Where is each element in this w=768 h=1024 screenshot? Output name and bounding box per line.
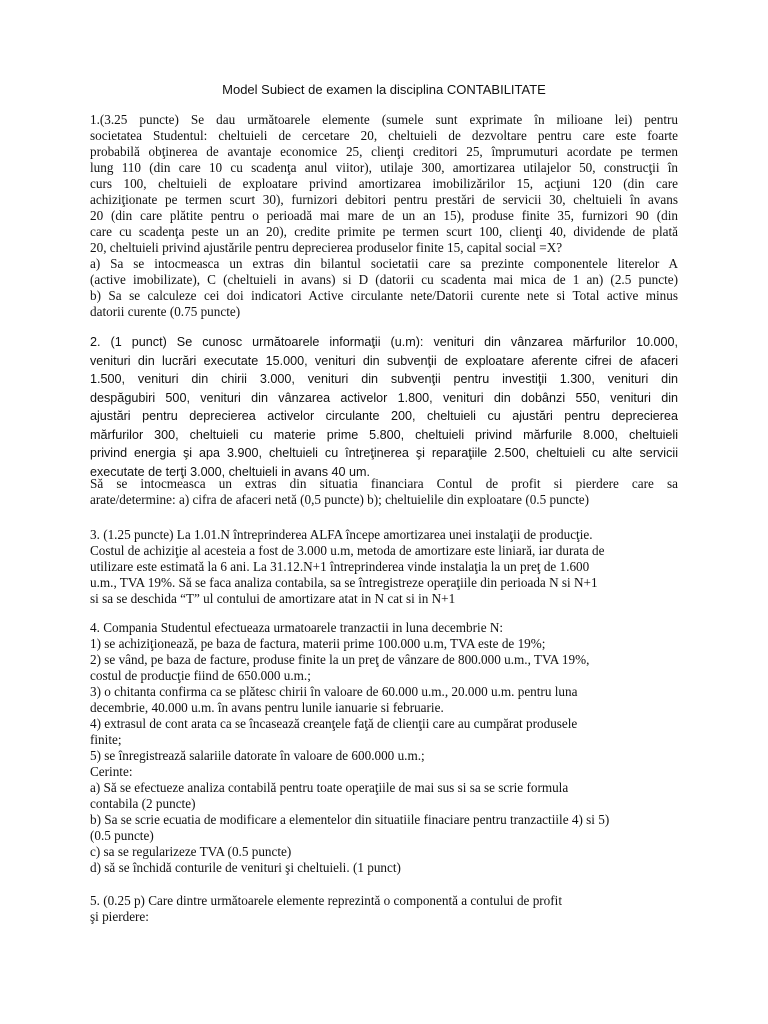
question-2-requirement (90, 476, 678, 508)
text-line: lung 110 (din care 10 cu scadenţa anul viitor), utilaje 300, amortizarea utilajelor 50, construcţii în (90, 160, 678, 175)
text-line: a) Sa se intocmeasca un extras din bilantul societatii care sa prezinte componentele literelor A (90, 256, 678, 271)
question-5 (90, 893, 678, 925)
text-line: executate de terţi 3.000, cheltuieli in avans 40 um. (90, 464, 371, 479)
text-line: care cu scadenţa peste un an 20), credite primite pe termen scurt 100, clienţi 40, dividende de plată (90, 224, 678, 239)
text-line: u.m., TVA 19%. Să se faca analiza contabila, sa se întregistreze operaţiile din perioada N si N+1 (90, 575, 598, 590)
text-line: 5. (0.25 p) Care dintre următoarele elemente reprezintă o componentă a contului de profit (90, 893, 562, 908)
question-1 (90, 112, 678, 320)
text-line: (0.5 puncte) (90, 828, 154, 843)
text-line: şi pierdere: (90, 909, 149, 924)
text-line: b) Sa se scrie ecuatia de modificare a elementelor din situatiile finaciare pentru tranzactiile 4) si 5) (90, 812, 610, 827)
text-line: privind energia şi apa 3.900, cheltuieli cu întreţinerea şi reparaţiile 2.500, cheltuieli cu alte servicii (90, 446, 678, 460)
text-line: 5) se înregistrează salariile datorate în valoare de 600.000 u.m.; (90, 748, 425, 763)
text-line: venituri din lucrări executate 15.000, venituri din subvenţii de exploatare aferente cifrei de afaceri (90, 353, 678, 368)
text-line: b) Sa se calculeze cei doi indicatori Active circulante nete/Datorii curente nete si Total active minus (90, 288, 678, 303)
question-3 (90, 527, 678, 607)
text-line: costul de producţie fiind de 650.000 u.m.; (90, 668, 311, 683)
text-line: d) să se închidă conturile de venituri şi cheltuieli. (1 punct) (90, 860, 401, 875)
text-line: achiziţionate pe termen scurt 30), furnizori debitori pentru prestări de servicii 30, cheltuieli în avans (90, 192, 678, 207)
text-line: 1.(3.25 puncte) Se dau următoarele elemente (sumele sunt exprimate în milioane lei) pentru (90, 112, 678, 127)
text-line: societatea Studentul: cheltuieli de cercetare 20, cheltuieli de dezvoltare pentru care este foarte (90, 128, 678, 143)
text-line: c) sa se regularizeze TVA (0.5 puncte) (90, 844, 292, 859)
page-title: Model Subiect de examen la disciplina CONTABILITATE (222, 82, 546, 97)
text-line: Costul de achiziţie al acesteia a fost de 3.000 u.m, metoda de amortizare este liniară, iar durata de (90, 543, 605, 558)
text-line: 2) se vând, pe baza de facture, produse finite la un preţ de vânzare de 800.000 u.m., TVA 19%, (90, 652, 590, 667)
text-line: ajustări pentru deprecierea activelor circulante 200, cheltuieli cu ajustări pentru deprecierea (90, 409, 678, 423)
text-line: probabilă obţinerea de avantaje economice 25, clienţi creditori 25, împrumuturi acordate pe termen (90, 144, 678, 159)
text-line: 20, cheltuieli privind ajustările pentru deprecierea produselor finite 15, capital social =X? (90, 240, 563, 255)
text-line: mărfurilor 300, cheltuieli cu materie prime 5.800, cheltuieli privind mărfurile 8.000, cheltuieli (90, 427, 678, 442)
text-line: decembrie, 40.000 u.m. în avans pentru lunile ianuarie si februarie. (90, 700, 444, 715)
text-line: Cerinte: (90, 764, 133, 779)
text-line: 1) se achiziţionează, pe baza de factura, materii prime 100.000 u.m, TVA este de 19%; (90, 636, 546, 651)
question-4 (90, 620, 678, 876)
question-2 (90, 333, 678, 481)
text-line: contabila (2 puncte) (90, 796, 196, 811)
text-line: curs 100, cheltuieli de exploatare privind amortizarea imobilizărilor 15, acţiuni 120 (din care (90, 176, 678, 191)
text-line: despăgubiri 500, venituri din vânzarea activelor 1.800, venituri din dobânzi 550, venituri din (90, 390, 678, 405)
text-line: datorii curente (0.75 puncte) (90, 304, 241, 319)
text-line: 4) extrasul de cont arata ca se încasează creanţele faţă de clienţii care au cumpărat produsele (90, 716, 578, 731)
text-line: 2. (1 punct) Se cunosc următoarele informaţii (u.m): venituri din vânzarea mărfurilor 10.000, (90, 335, 678, 349)
text-line: a) Să se efectueze analiza contabilă pentru toate operaţiile de mai sus si sa se scrie formula (90, 780, 569, 795)
text-line: 4. Compania Studentul efectueaza urmatoarele tranzactii in luna decembrie N: (90, 620, 504, 635)
text-line: 3. (1.25 puncte) La 1.01.N întreprinderea ALFA începe amortizarea unei instalaţii de producţie. (90, 527, 593, 542)
text-line: 1.500, venituri din chirii 3.000, venituri din subvenţii pentru investiţii 1.300, venituri din (90, 372, 678, 386)
text-line: utilizare este estimată la 6 ani. La 31.12.N+1 întreprinderea vinde instalaţia la un preţ de 1.600 (90, 559, 590, 574)
text-line: arate/determine: a) cifra de afaceri netă (0,5 puncte) b); cheltuielile din exploatare (0.5 puncte) (90, 492, 590, 507)
text-line: (active imobilizate), C (cheltuieli in avans) si D (datorii cu scadenta mai mica de 1 an) (2.5 puncte) (90, 272, 678, 287)
text-line: 20 (din care plătite pentru o perioadă mai mare de un an 15), produse finite 35, furnizori 90 (din (90, 208, 678, 223)
text-line: 3) o chitanta confirma ca se plătesc chirii în valoare de 60.000 u.m., 20.000 u.m. pentru luna (90, 684, 578, 699)
text-line: si sa se deschida “T” ul contului de amortizare atat in N cat si in N+1 (90, 591, 456, 606)
text-line: finite; (90, 732, 122, 747)
text-line: Să se intocmeasca un extras din situatia financiara Contul de profit si pierdere care sa (90, 476, 678, 491)
